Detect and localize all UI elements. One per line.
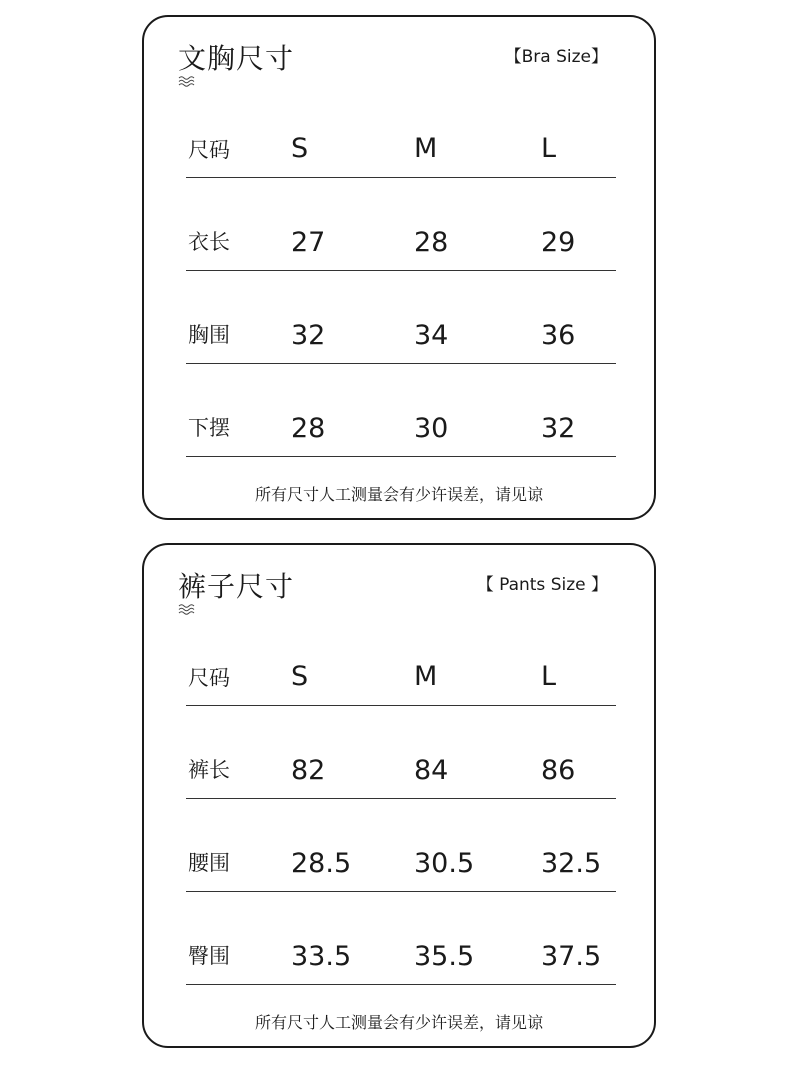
size-s-header: S (291, 133, 309, 164)
table-row (186, 706, 616, 799)
value-s: 33.5 (291, 941, 352, 972)
value-m: 30.5 (414, 848, 475, 879)
wave-icon (178, 75, 198, 87)
table-row (186, 271, 616, 364)
measurement-note: 所有尺寸人工测量会有少许误差，请见谅 (254, 1013, 543, 1032)
value-m: 34 (414, 320, 449, 351)
table-row (186, 178, 616, 271)
value-l: 86 (541, 755, 576, 786)
header-label: 尺码 (188, 138, 230, 162)
row-label: 下摆 (188, 416, 230, 440)
value-m: 30 (414, 413, 449, 444)
size-s-header: S (291, 661, 309, 692)
row-label: 裤长 (188, 758, 230, 782)
value-m: 84 (414, 755, 449, 786)
table-header-row (186, 124, 616, 178)
value-l: 29 (541, 227, 576, 258)
pants-size-card (142, 543, 656, 1048)
bra-card-subtitle: 【Bra Size】 (504, 47, 608, 67)
pants-size-table (186, 652, 616, 985)
size-l-header: L (541, 133, 557, 164)
header-label: 尺码 (188, 666, 230, 690)
value-m: 28 (414, 227, 449, 258)
table-row (186, 364, 616, 457)
value-l: 32 (541, 413, 576, 444)
value-s: 28 (291, 413, 326, 444)
row-label: 腰围 (188, 851, 230, 875)
bra-card-title: 文胸尺寸 (178, 42, 295, 75)
value-s: 32 (291, 320, 326, 351)
bra-size-table (186, 124, 616, 457)
table-row (186, 892, 616, 985)
value-l: 32.5 (541, 848, 602, 879)
row-label: 胸围 (188, 323, 230, 347)
row-label: 臀围 (188, 944, 230, 968)
value-s: 27 (291, 227, 326, 258)
value-s: 28.5 (291, 848, 352, 879)
value-s: 82 (291, 755, 326, 786)
bra-size-card (142, 15, 656, 520)
row-label: 衣长 (188, 230, 230, 254)
measurement-note: 所有尺寸人工测量会有少许误差，请见谅 (254, 485, 543, 504)
table-row (186, 799, 616, 892)
table-header-row (186, 652, 616, 706)
size-m-header: M (414, 661, 438, 692)
value-l: 36 (541, 320, 576, 351)
value-m: 35.5 (414, 941, 475, 972)
value-l: 37.5 (541, 941, 602, 972)
pants-card-title: 裤子尺寸 (178, 570, 295, 603)
size-m-header: M (414, 133, 438, 164)
size-l-header: L (541, 661, 557, 692)
wave-icon (178, 603, 198, 615)
pants-card-subtitle: 【 Pants Size 】 (476, 575, 608, 595)
